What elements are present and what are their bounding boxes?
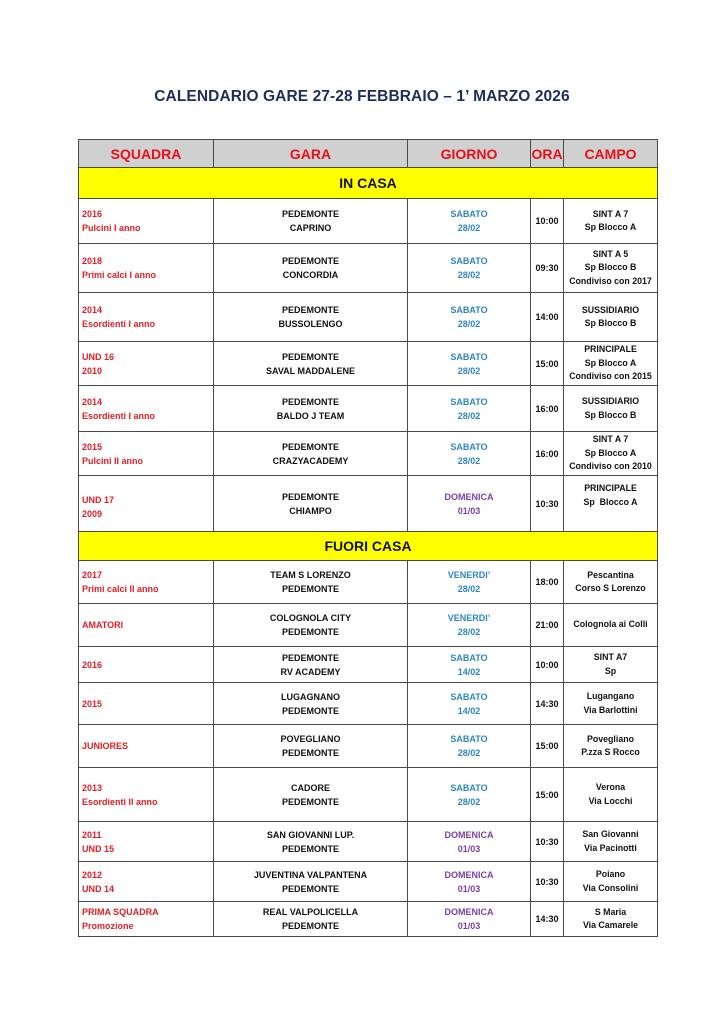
giorno-cell — [408, 561, 531, 604]
squadra-cell — [79, 244, 214, 293]
gara-team: PEDEMONTE — [281, 351, 339, 362]
header-ora: ORA — [531, 140, 564, 168]
ora-cell: 10:30 — [531, 822, 564, 862]
gara-team: PEDEMONTE — [281, 441, 339, 452]
squadra-line: 2017 — [82, 570, 103, 580]
squadra-line: UND 15 — [82, 843, 115, 854]
gara-team: SAVAL MADDALENE — [265, 365, 355, 376]
gara-team: PEDEMONTE — [281, 491, 339, 502]
table-row — [79, 432, 658, 476]
giorno-line: DOMENICA — [444, 907, 494, 917]
header-campo: CAMPO — [564, 140, 658, 168]
giorno-cell — [408, 768, 531, 822]
squadra-cell — [79, 293, 214, 342]
squadra-line: Esordienti I anno — [82, 319, 156, 329]
giorno-line: VENERDI’ — [447, 613, 491, 623]
campo-line: Sp — [604, 665, 617, 676]
table-row — [79, 476, 658, 532]
giorno-line: 28/02 — [457, 223, 481, 233]
gara-team: REAL VALPOLICELLA — [262, 907, 359, 917]
ora-cell: 09:30 — [531, 244, 564, 293]
squadra-line: UND 17 — [82, 494, 115, 505]
gara-cell — [214, 902, 408, 937]
giorno-line: 28/02 — [457, 796, 481, 807]
giorno-line: 28/02 — [457, 455, 481, 466]
giorno-line: VENERDI’ — [447, 570, 491, 580]
giorno-cell — [408, 432, 531, 476]
giorno-line: 28/02 — [457, 319, 481, 329]
ora-cell: 10:00 — [531, 647, 564, 683]
ora-cell: 14:30 — [531, 683, 564, 725]
campo-line: PRINCIPALE — [584, 483, 637, 493]
gara-team: PEDEMONTE — [281, 584, 339, 594]
squadra-line: Pulcini II anno — [82, 455, 144, 466]
gara-team: BALDO J TEAM — [276, 410, 345, 421]
campo-line: S Maria — [594, 906, 627, 917]
gara-team: PEDEMONTE — [281, 627, 339, 637]
gara-cell — [214, 561, 408, 604]
gara-team: CHIAMPO — [289, 505, 332, 516]
giorno-cell — [408, 683, 531, 725]
campo-line: Condiviso con 2017 — [569, 275, 652, 286]
campo-cell — [564, 683, 658, 725]
gara-cell — [214, 725, 408, 768]
page-title: CALENDARIO GARE 27-28 FEBBRAIO – 1’ MARZO 2026 — [154, 88, 570, 105]
section-label: IN CASA — [79, 168, 658, 199]
giorno-line: SABATO — [450, 209, 488, 219]
table-row — [79, 199, 658, 244]
gara-cell — [214, 199, 408, 244]
ora-cell: 15:00 — [531, 725, 564, 768]
giorno-line: 01/03 — [457, 883, 481, 894]
campo-line: Colognola ai Colli — [573, 619, 648, 630]
giorno-line: SABATO — [450, 351, 488, 362]
squadra-line: 2010 — [82, 365, 103, 376]
squadra-cell — [79, 683, 214, 725]
campo-line: Sp Blocco A — [583, 496, 638, 507]
squadra-cell — [79, 768, 214, 822]
squadra-cell — [79, 476, 214, 532]
campo-cell — [564, 561, 658, 604]
campo-line: Lugangano — [586, 691, 635, 701]
table-row — [79, 768, 658, 822]
campo-line: SINT A7 — [593, 652, 628, 662]
squadra-line: Esordienti I anno — [82, 410, 156, 421]
gara-team: CADORE — [290, 782, 330, 793]
gara-cell — [214, 683, 408, 725]
giorno-line: 28/02 — [457, 584, 481, 594]
giorno-cell — [408, 862, 531, 902]
table-row — [79, 683, 658, 725]
campo-line: San Giovanni — [582, 829, 639, 839]
gara-cell — [214, 476, 408, 532]
table-row — [79, 561, 658, 604]
ora-cell: 10:30 — [531, 476, 564, 532]
campo-cell — [564, 342, 658, 386]
header-row — [79, 140, 658, 168]
squadra-line: 2014 — [82, 305, 103, 315]
campo-cell — [564, 244, 658, 293]
table-row — [79, 647, 658, 683]
gara-cell — [214, 768, 408, 822]
gara-team: PEDEMONTE — [281, 256, 339, 266]
campo-line: Sp Blocco B — [584, 409, 637, 420]
campo-line: SUSSIDIARIO — [581, 396, 640, 406]
giorno-cell — [408, 476, 531, 532]
squadra-line: 2012 — [82, 869, 103, 880]
campo-line: P.zza S Rocco — [581, 747, 640, 757]
campo-line: Sp Blocco B — [584, 318, 637, 328]
giorno-line: 28/02 — [457, 270, 481, 280]
giorno-cell — [408, 244, 531, 293]
gara-team: CRAZYACADEMY — [272, 455, 349, 466]
header-giorno: GIORNO — [408, 140, 531, 168]
squadra-cell — [79, 647, 214, 683]
squadra-cell — [79, 342, 214, 386]
squadra-cell — [79, 199, 214, 244]
match-calendar-table — [78, 139, 658, 937]
gara-team: PEDEMONTE — [281, 705, 339, 716]
squadra-line: Pulcini I anno — [82, 223, 141, 233]
table-row — [79, 386, 658, 432]
gara-cell — [214, 244, 408, 293]
giorno-line: SABATO — [450, 256, 488, 266]
squadra-cell — [79, 561, 214, 604]
giorno-line: 01/03 — [457, 921, 481, 931]
squadra-line: 2014 — [82, 396, 103, 407]
campo-cell — [564, 862, 658, 902]
giorno-cell — [408, 386, 531, 432]
giorno-cell — [408, 342, 531, 386]
giorno-line: SABATO — [450, 441, 488, 452]
campo-cell — [564, 386, 658, 432]
squadra-line: UND 14 — [82, 883, 115, 894]
campo-cell — [564, 902, 658, 937]
squadra-line: 2016 — [82, 209, 103, 219]
campo-line: PRINCIPALE — [584, 344, 637, 355]
giorno-line: SABATO — [450, 691, 488, 702]
gara-cell — [214, 647, 408, 683]
ora-cell: 18:00 — [531, 561, 564, 604]
gara-team: SAN GIOVANNI LUP. — [266, 829, 355, 840]
squadra-line: Primi calci II anno — [82, 584, 159, 594]
giorno-line: SABATO — [450, 782, 488, 793]
campo-line: Poiano — [595, 869, 626, 879]
gara-team: PEDEMONTE — [281, 843, 339, 854]
squadra-line: Primi calci I anno — [82, 270, 157, 280]
gara-team: PEDEMONTE — [281, 209, 339, 219]
giorno-cell — [408, 604, 531, 647]
ora-cell: 15:00 — [531, 342, 564, 386]
giorno-cell — [408, 822, 531, 862]
gara-team: CAPRINO — [289, 223, 332, 233]
gara-team: POVEGLIANO — [280, 734, 341, 744]
table-row — [79, 822, 658, 862]
gara-team: PEDEMONTE — [281, 396, 339, 407]
campo-line: Sp Blocco A — [584, 447, 637, 458]
ora-cell: 14:00 — [531, 293, 564, 342]
campo-line: Povegliano — [587, 733, 634, 744]
campo-line: Condiviso con 2015 — [569, 371, 652, 382]
gara-team: CONCORDIA — [282, 270, 339, 280]
campo-line: Via Locchi — [588, 795, 633, 806]
squadra-line: 2016 — [82, 659, 103, 670]
giorno-cell — [408, 725, 531, 768]
squadra-cell — [79, 432, 214, 476]
gara-cell — [214, 822, 408, 862]
campo-cell — [564, 199, 658, 244]
campo-line: Sp Blocco A — [584, 222, 637, 232]
squadra-cell — [79, 822, 214, 862]
giorno-line: 14/02 — [457, 705, 481, 716]
gara-team: PEDEMONTE — [281, 883, 339, 894]
campo-cell — [564, 476, 658, 532]
ora-cell: 14:30 — [531, 902, 564, 937]
campo-cell — [564, 293, 658, 342]
ora-cell: 15:00 — [531, 768, 564, 822]
squadra-line: Esordienti II anno — [82, 796, 158, 807]
header-gara: GARA — [214, 140, 408, 168]
giorno-line: 01/03 — [457, 505, 481, 516]
squadra-line: 2011 — [82, 829, 102, 840]
campo-line: Pescantina — [587, 569, 634, 580]
section-row — [79, 532, 658, 561]
squadra-cell — [79, 386, 214, 432]
gara-team: BUSSOLENGO — [278, 319, 343, 329]
squadra-cell — [79, 862, 214, 902]
giorno-line: 01/03 — [457, 843, 481, 854]
gara-team: JUVENTINA VALPANTENA — [253, 869, 368, 880]
campo-line: Via Pacinotti — [584, 842, 637, 853]
table-row — [79, 244, 658, 293]
gara-team: PEDEMONTE — [281, 305, 339, 315]
squadra-line: 2015 — [82, 698, 103, 709]
campo-line: Sp Blocco B — [584, 262, 637, 273]
giorno-cell — [408, 293, 531, 342]
gara-cell — [214, 862, 408, 902]
giorno-cell — [408, 647, 531, 683]
squadra-line: Promozione — [82, 921, 134, 931]
giorno-line: SABATO — [450, 305, 488, 315]
giorno-line: 28/02 — [457, 365, 481, 376]
giorno-line: 14/02 — [457, 666, 481, 677]
table-row — [79, 604, 658, 647]
squadra-line: PRIMA SQUADRA — [82, 907, 159, 917]
campo-line: Via Consolini — [582, 882, 639, 893]
campo-line: Sp Blocco A — [584, 357, 637, 368]
table-body — [79, 168, 658, 937]
campo-line: Corso S Lorenzo — [575, 583, 646, 593]
squadra-line: 2013 — [82, 782, 103, 793]
squadra-line: JUNIORES — [82, 741, 129, 751]
giorno-line: DOMENICA — [444, 491, 494, 502]
campo-cell — [564, 725, 658, 768]
campo-line: SUSSIDIARIO — [581, 304, 640, 315]
squadra-line: AMATORI — [82, 620, 124, 630]
gara-team: PEDEMONTE — [281, 796, 339, 807]
squadra-line: UND 16 — [82, 351, 115, 362]
squadra-cell — [79, 725, 214, 768]
section-row — [79, 168, 658, 199]
ora-cell: 10:00 — [531, 199, 564, 244]
campo-cell — [564, 604, 658, 647]
gara-cell — [214, 293, 408, 342]
campo-line: SINT A 7 — [592, 434, 629, 445]
gara-team: LUGAGNANO — [281, 691, 340, 702]
campo-line: Condiviso con 2010 — [569, 461, 652, 472]
gara-team: RV ACADEMY — [280, 666, 341, 677]
giorno-line: SABATO — [450, 652, 488, 663]
campo-cell — [564, 647, 658, 683]
gara-team: PEDEMONTE — [281, 921, 339, 931]
campo-line: SINT A 7 — [592, 208, 629, 219]
ora-cell: 10:30 — [531, 862, 564, 902]
squadra-line: 2015 — [82, 441, 103, 452]
campo-line: Via Camarele — [582, 920, 639, 930]
gara-team: COLOGNOLA CITY — [269, 613, 352, 623]
squadra-cell — [79, 902, 214, 937]
table-row — [79, 725, 658, 768]
giorno-line: 28/02 — [457, 748, 481, 758]
giorno-cell — [408, 199, 531, 244]
table-row — [79, 293, 658, 342]
campo-line: Via Barlottini — [583, 704, 638, 715]
campo-line: SINT A 5 — [592, 248, 629, 259]
gara-team: PEDEMONTE — [281, 652, 339, 663]
giorno-cell — [408, 902, 531, 937]
campo-cell — [564, 822, 658, 862]
campo-cell — [564, 768, 658, 822]
header-squadra: SQUADRA — [79, 140, 214, 168]
squadra-cell — [79, 604, 214, 647]
gara-team: TEAM S LORENZO — [270, 570, 351, 580]
giorno-line: SABATO — [450, 734, 488, 744]
table-row — [79, 862, 658, 902]
giorno-line: 28/02 — [457, 410, 481, 421]
section-label: FUORI CASA — [79, 532, 658, 561]
gara-cell — [214, 432, 408, 476]
ora-cell: 16:00 — [531, 432, 564, 476]
gara-cell — [214, 342, 408, 386]
campo-line: Verona — [595, 782, 626, 792]
gara-cell — [214, 604, 408, 647]
squadra-line: 2009 — [82, 508, 103, 519]
gara-cell — [214, 386, 408, 432]
ora-cell: 21:00 — [531, 604, 564, 647]
squadra-line: 2018 — [82, 256, 103, 266]
giorno-line: SABATO — [450, 396, 488, 407]
giorno-line: DOMENICA — [444, 829, 494, 840]
campo-cell — [564, 432, 658, 476]
table-row — [79, 902, 658, 937]
giorno-line: 28/02 — [457, 627, 481, 637]
ora-cell: 16:00 — [531, 386, 564, 432]
giorno-line: DOMENICA — [444, 869, 494, 880]
gara-team: PEDEMONTE — [281, 748, 339, 758]
table-row — [79, 342, 658, 386]
